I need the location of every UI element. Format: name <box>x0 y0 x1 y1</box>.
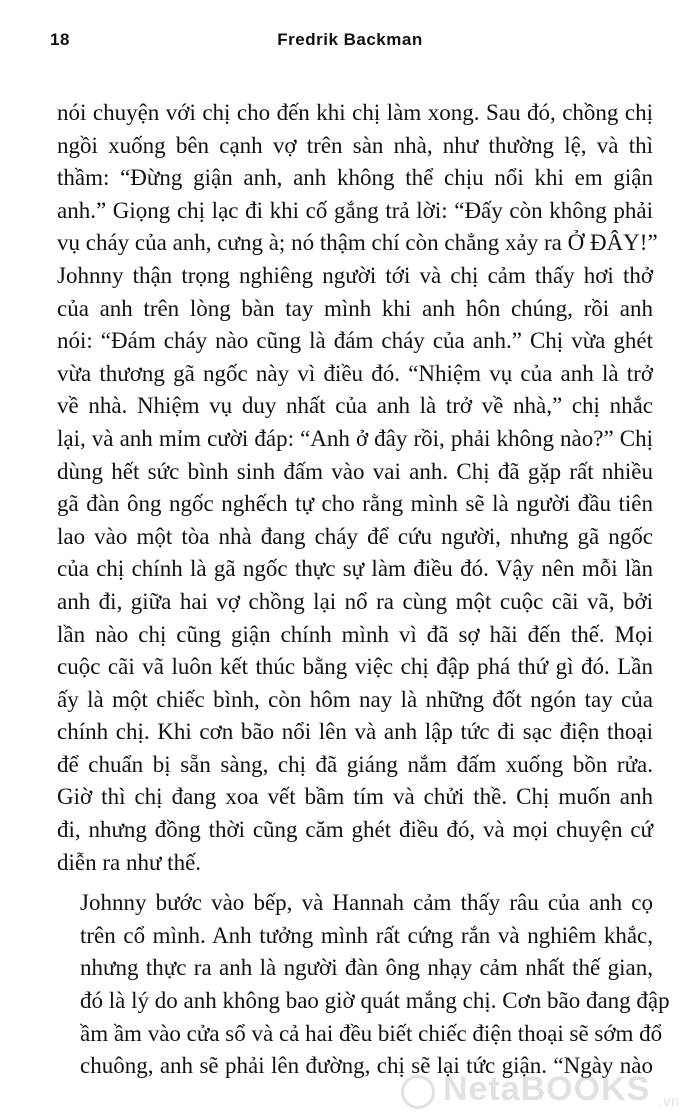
text-line: ngồi xuống bên cạnh vợ trên sàn nhà, như thường lệ, và thì <box>57 132 653 158</box>
text-line: dùng hết sức bình sinh đấm vào vai anh. Chị đã gặp rất nhiều <box>57 458 653 484</box>
text-line: vừa thương gã ngốc này vì điều đó. “Nhiệm vụ của anh là trở <box>57 360 653 386</box>
page-header <box>50 30 650 60</box>
paragraph-1 <box>57 97 658 879</box>
text-line: anh đi, giữa hai vợ chồng lại nổ ra cùng một cuộc cãi vã, bởi <box>57 588 653 614</box>
running-title: Fredrik Backman <box>277 30 423 49</box>
text-line: cuộc cãi vã luôn kết thúc bằng việc chị đập phá thứ gì đó. Lần <box>57 654 653 680</box>
text-line: chính chị. Khi cơn bão nổi lên và anh lập tức đi sạc điện thoại <box>57 719 653 745</box>
text-line: vụ cháy của anh, cưng à; nó thậm chí còn chẳng xảy ra Ở ĐÂY!” <box>57 230 658 256</box>
text-line: của anh trên lòng bàn tay mình khi anh hôn chúng, rồi anh <box>57 295 653 321</box>
text-line: Giờ thì chị đang xoa vết bầm tím và chửi thề. Chị muốn anh <box>57 784 653 810</box>
text-line: anh.” Giọng chị lạc đi khi cố gắng trả lời: “Đấy còn không phải <box>57 197 653 223</box>
text-line: diễn ra như thế. <box>57 849 202 875</box>
text-line: lao vào một tòa nhà đang cháy để cứu người, nhưng gã ngốc <box>57 523 653 549</box>
text-line: nói: “Đám cháy nào cũng là đám cháy của anh.” Chị vừa ghét <box>57 328 653 354</box>
text-line: về nhà. Nhiệm vụ duy nhất của anh là trở về nhà,” chị nhắc <box>57 393 653 419</box>
watermark <box>401 1070 680 1109</box>
text-line: thầm: “Đừng giận anh, anh không thể chịu nổi khi em giận <box>57 165 653 191</box>
text-line: đó là lý do anh không bao giờ quát mắng chị. Cơn bão đang đập <box>80 988 670 1014</box>
text-line: lần nào chị cũng giận chính mình vì đã sợ hãi đến thế. Mọi <box>57 621 653 647</box>
text-line: ầm ầm vào cửa sổ và cả hai đều biết chiếc điện thoại sẽ sớm đổ <box>80 1020 663 1046</box>
text-line: nói chuyện với chị cho đến khi chị làm xong. Sau đó, chồng chị <box>57 100 653 125</box>
text-line: Johnny thận trọng nghiêng người tới và chị cảm thấy hơi thở <box>57 262 653 288</box>
text-line: ấy là một chiếc bình, còn hôm nay là những đốt ngón tay của <box>57 686 653 712</box>
body-text <box>57 97 670 1083</box>
text-line: để chuẩn bị sẵn sàng, chị đã giáng nắm đấm xuống bồn rửa. <box>57 751 653 777</box>
watermark-suffix: .vn <box>658 1093 680 1109</box>
watermark-logo-icon <box>401 1075 435 1109</box>
text-line: của chị chính là gã ngốc thực sự làm điều đó. Vậy nên mỗi lần <box>57 556 653 582</box>
text-line: lại, và anh mỉm cười đáp: “Anh ở đây rồi, phải không nào?” Chị <box>57 425 653 451</box>
paragraph-2 <box>57 887 670 1083</box>
text-line: đi, nhưng đồng thời cũng căm ghét điều đó, và mọi chuyện cứ <box>57 817 653 843</box>
page-number: 18 <box>50 30 70 49</box>
text-line: gã đàn ông ngốc nghếch tự cho rằng mình sẽ là người đầu tiên <box>57 491 653 517</box>
text-line: chuông, anh sẽ phải lên đường, chị sẽ lại tức giận. “Ngày nào <box>80 1053 653 1079</box>
text-line: nhưng thực ra anh là người đàn ông nhạy cảm nhất thế gian, <box>80 955 653 981</box>
watermark-text: NetaBOOKS <box>442 1070 651 1108</box>
text-line: trên cổ mình. Anh tưởng mình rất cứng rắn và nghiêm khắc, <box>80 922 653 948</box>
text-line: Johnny bước vào bếp, và Hannah cảm thấy râu của anh cọ <box>80 890 653 916</box>
